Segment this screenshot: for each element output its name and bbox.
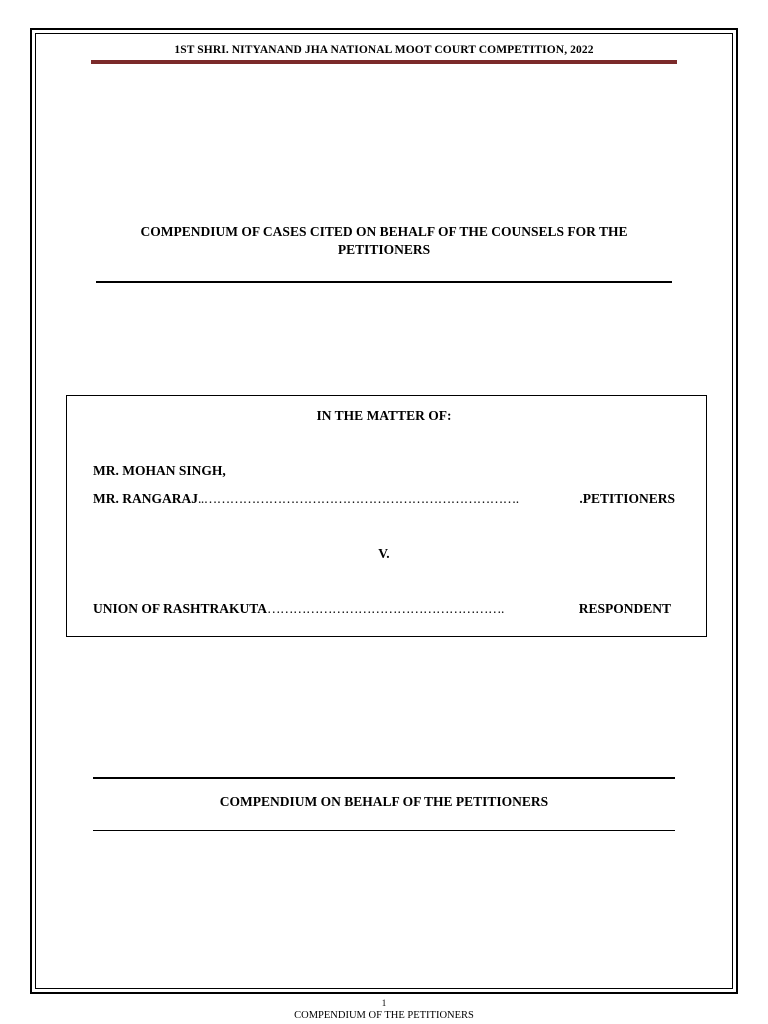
matter-heading: IN THE MATTER OF: xyxy=(316,408,452,423)
section-rule-top xyxy=(93,777,675,779)
respondent-row xyxy=(93,601,671,617)
respondent-dots: ………………………………………………. xyxy=(267,601,504,616)
behalf-title: COMPENDIUM ON BEHALF OF THE PETITIONERS xyxy=(219,794,549,809)
petitioner-2: MR. RANGARAJ xyxy=(93,491,198,506)
petitioner-1: MR. MOHAN SINGH, xyxy=(93,463,226,478)
page-number: 1 xyxy=(381,998,387,1008)
competition-header: 1ST SHRI. NITYANAND JHA NATIONAL MOOT COURT COMPETITION, 2022 xyxy=(174,44,594,56)
document-title xyxy=(96,223,672,259)
document-title-line-2: PETITIONERS xyxy=(337,242,431,257)
petitioner-row xyxy=(93,491,675,507)
title-rule xyxy=(96,281,672,283)
footer-text: COMPENDIUM OF THE PETITIONERS xyxy=(294,1010,474,1021)
section-rule-bottom xyxy=(93,830,675,831)
versus-label: V. xyxy=(378,546,390,561)
petitioner-dots: ..………………………………………………………………. xyxy=(198,491,519,506)
header-rule xyxy=(91,60,677,64)
respondent-role: RESPONDENT xyxy=(578,601,671,616)
respondent-name: UNION OF RASHTRAKUTA xyxy=(93,601,268,616)
petitioner-role: .PETITIONERS xyxy=(579,491,675,506)
document-title-line-1: COMPENDIUM OF CASES CITED ON BEHALF OF THE COUNSELS FOR THE xyxy=(140,224,628,239)
